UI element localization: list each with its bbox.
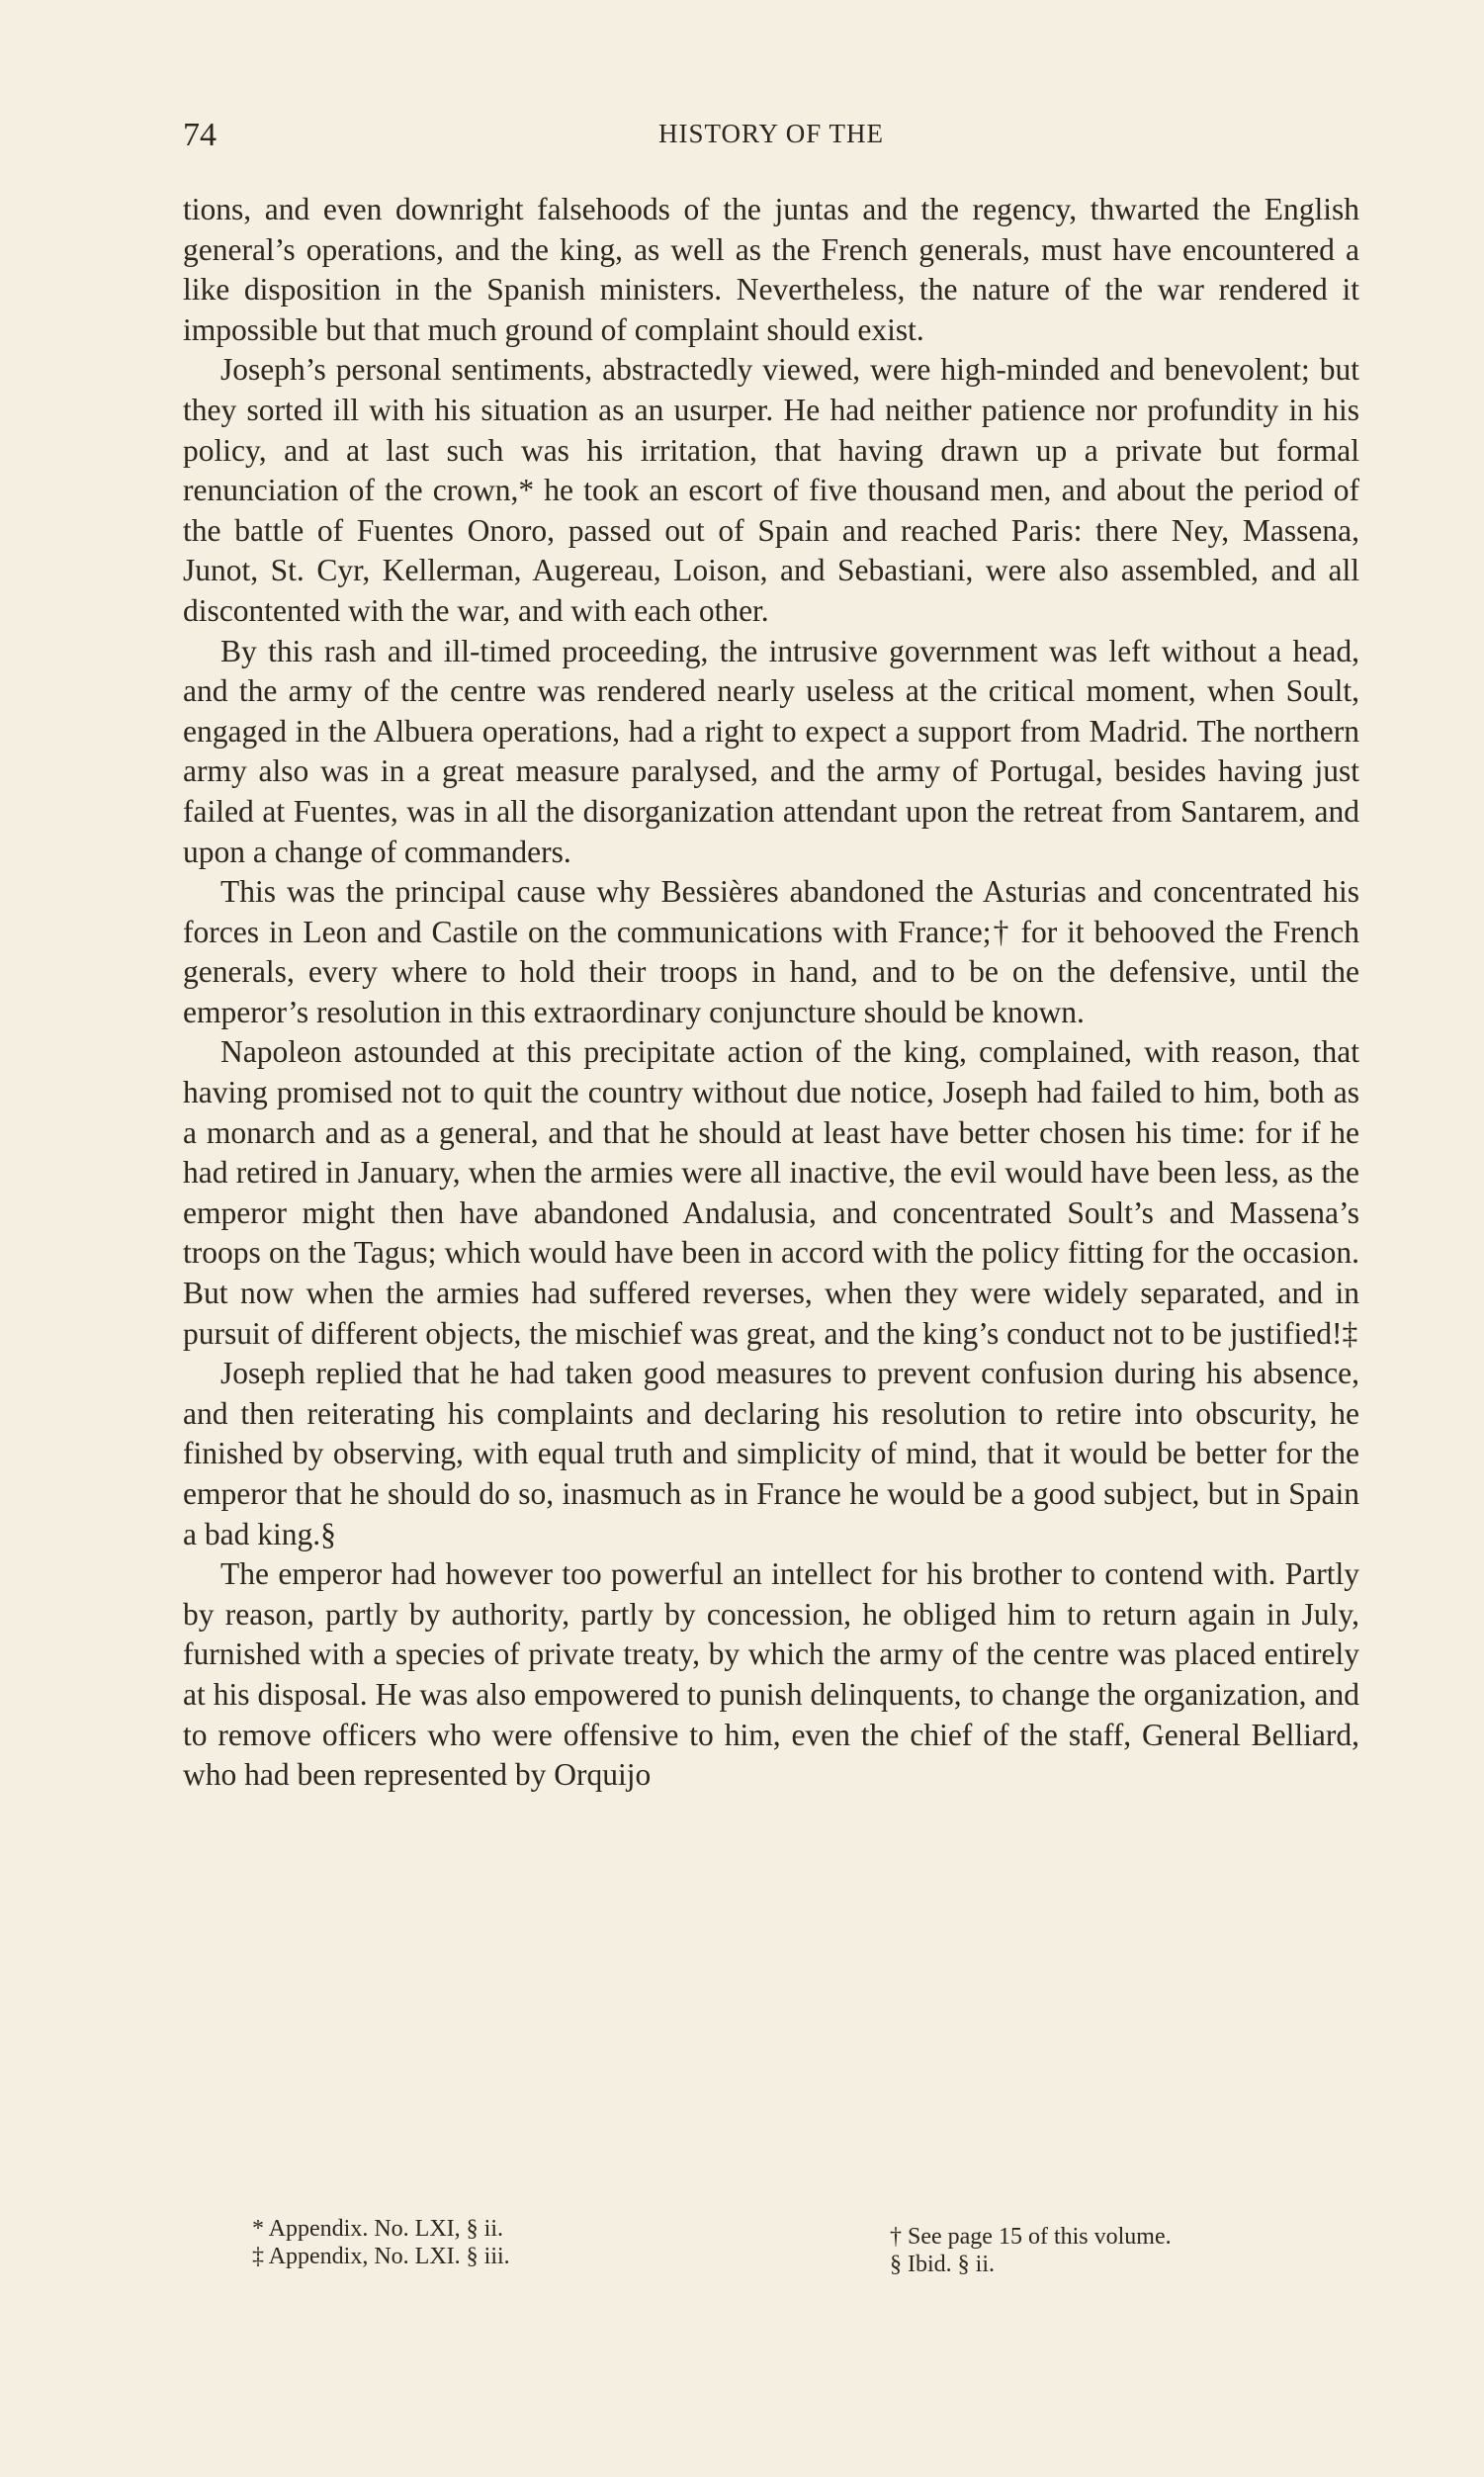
paragraph: Joseph replied that he had taken good measures to prevent confusion during his absence, and then reiterating his complaints and declaring his resolution to retire into obscurity, he finished by observing, with equal truth and simplicity of mind, that it would be better for the emperor that he should do so, inasmuch as in France he would be a good subject, but in Spain a bad king.§ <box>183 1356 1359 1551</box>
paragraph: This was the principal cause why Bessières abandoned the Asturias and concentrated his forces in Leon and Castile on the communications with France;† for it behooved the French generals, every where to hold their troops in hand, and to be on the defensive, until the emperor’s resolution in this extraordinary conjuncture should be known. <box>183 874 1359 1029</box>
footnote: † See page 15 of this volume. <box>890 2224 1172 2250</box>
footnote: ‡ Appendix, No. LXI. § iii. <box>252 2244 510 2269</box>
page-header <box>183 117 1359 166</box>
footnote: * Appendix. No. LXI, § ii. <box>252 2216 503 2242</box>
running-head: HISTORY OF THE <box>657 119 885 148</box>
body-text <box>183 190 1359 1796</box>
page-number: 74 <box>183 117 217 153</box>
footnotes-right-column <box>890 2223 1305 2278</box>
footnotes-left-column <box>252 2215 667 2270</box>
paragraph: Joseph’s personal sentiments, abstractedly viewed, were high-minded and benevolent; but they sorted ill with his situation as an usurper. He had neither patience nor profundity in his policy, and at last such was his irritation, that having drawn up a private but formal renunciation of the crown,* he took an escort of five thousand men, and about the period of the battle of Fuentes Onoro, passed out of Spain and reached Paris: there Ney, Massena, Junot, St. Cyr, Kellerman, Augereau, Loison, and Sebastiani, were also assembled, and all discontented with the war, and with each other. <box>183 352 1359 628</box>
paragraph: By this rash and ill-timed proceeding, the intrusive government was left without a head, and the army of the centre was rendered nearly useless at the critical moment, when Soult, engaged in the Albuera operations, had a right to expect a support from Madrid. The northern army also was in a great measure paralysed, and the army of Portugal, besides having just failed at Fuentes, was in all the disorganization attendant upon the retreat from Santarem, and upon a change of commanders. <box>183 633 1359 869</box>
paragraph: Napoleon astounded at this precipitate action of the king, complained, with reason, that having promised not to quit the country without due notice, Joseph had failed to him, both as a monarch and as a general, and that he should at least have better chosen his time: for if he had retired in January, when the armies were all inactive, the evil would have been less, as the emperor might then have abandoned Andalusia, and concentrated Soult’s and Massena’s troops on the Tagus; which would have been in accord with the policy fitting for the occasion. But now when the armies had suffered reverses, when they were widely separated, and in pursuit of different objects, the mischief was great, and the king’s conduct not to be justified!‡ <box>183 1034 1359 1351</box>
paragraph: The emperor had however too powerful an intellect for his brother to contend with. Partly by reason, partly by authority, partly by concession, he obliged him to return again in July, furnished with a species of private treaty, by which the army of the centre was placed entirely at his disposal. He was also empowered to punish delinquents, to change the organization, and to remove officers who were offensive to him, even the chief of the staff, General Belliard, who had been represented by Orquijo <box>183 1556 1359 1793</box>
paragraph: tions, and even downright falsehoods of the juntas and the regency, thwarted the English general’s operations, and the king, as well as the French generals, must have encountered a like disposition in the Spanish ministers. Nevertheless, the nature of the war rendered it impossible but that much ground of complaint should exist. <box>183 192 1359 347</box>
footnote: § Ibid. § ii. <box>890 2252 995 2277</box>
